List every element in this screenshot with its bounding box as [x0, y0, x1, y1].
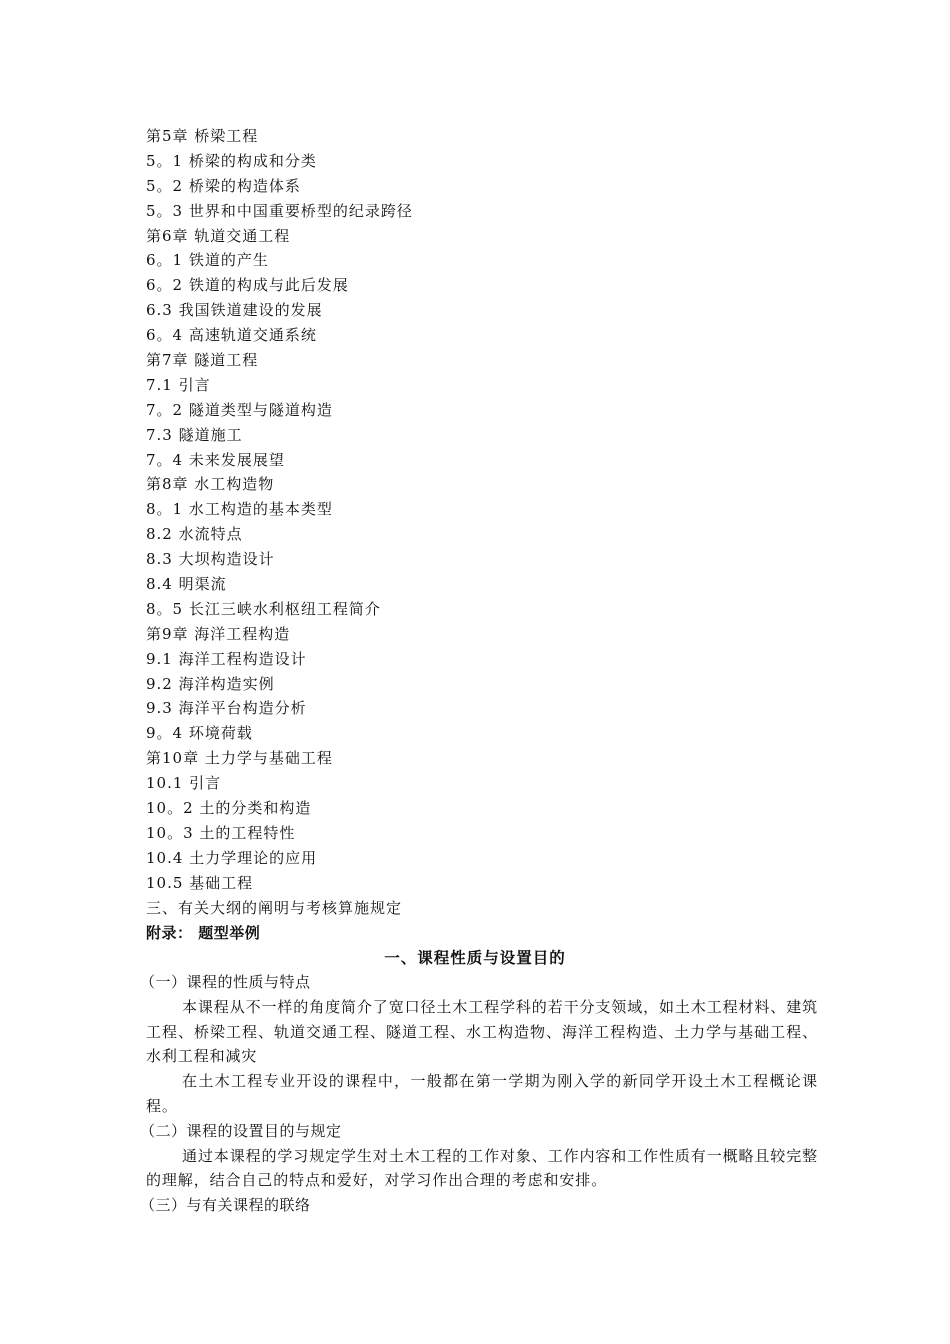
toc-line: 8。5 长江三峡水利枢纽工程简介 — [146, 599, 381, 618]
toc-line: 8。1 水工构造的基本类型 — [146, 500, 333, 519]
toc-line: 9.2 海洋构造实例 — [146, 674, 275, 693]
toc-line: 第10章 土力学与基础工程 — [146, 749, 333, 768]
appendix-heading: 附录： 题型举例 — [146, 923, 261, 942]
toc-line: 10.5 基础工程 — [146, 873, 254, 892]
toc-line: 6。2 铁道的构成与此后发展 — [146, 276, 349, 295]
paragraph: 本课程从不一样的角度简介了宽口径土木工程学科的若干分支领域，如土木工程材料、建筑工程、桥梁工程、轨道交通工程、隧道工程、水工构造物、海洋工程构造、土力学与基础工程、水利工程和减灾 — [146, 997, 819, 1066]
toc-line: 10。3 土的工程特性 — [146, 823, 296, 842]
toc-line: 第6章 轨道交通工程 — [146, 226, 291, 245]
toc-line: 10。2 土的分类和构造 — [146, 799, 312, 818]
toc-line: 三、有关大纲的阐明与考核算施规定 — [146, 898, 403, 917]
section-title-text: 一、课程性质与设置目的 — [384, 948, 566, 967]
section-body — [140, 970, 819, 1218]
toc-line: 第7章 隧道工程 — [146, 351, 259, 370]
toc-line: 7。2 隧道类型与隧道构造 — [146, 400, 333, 419]
section-title — [0, 946, 950, 970]
toc-line: 10.1 引言 — [146, 774, 222, 793]
toc-line: 8.2 水流特点 — [146, 525, 243, 544]
toc-line: 7.1 引言 — [146, 375, 211, 394]
toc-line: 6.3 我国铁道建设的发展 — [146, 301, 323, 320]
toc-line: 6。1 铁道的产生 — [146, 251, 269, 270]
paragraph: 在土木工程专业开设的课程中，一般都在第一学期为刚入学的新同学开设土木工程概论课程。 — [146, 1072, 818, 1115]
toc-line: 第8章 水工构造物 — [146, 475, 275, 494]
toc-line: 8.3 大坝构造设计 — [146, 550, 275, 569]
subsection-heading: （一）课程的性质与特点 — [140, 973, 311, 991]
toc-line: 第9章 海洋工程构造 — [146, 624, 291, 643]
paragraph: 通过本课程的学习规定学生对土木工程的工作对象、工作内容和工作性质有一概略且较完整的理解，结合自己的特点和爱好，对学习作出合理的考虑和安排。 — [146, 1146, 819, 1190]
subsection-heading: （二）课程的设置目的与规定 — [140, 1121, 342, 1140]
toc-line: 9.3 海洋平台构造分析 — [146, 699, 307, 718]
toc-line: 7.3 隧道施工 — [146, 425, 243, 444]
toc-line: 第5章 桥梁工程 — [146, 127, 259, 145]
toc-line: 5。2 桥梁的构造体系 — [146, 176, 301, 195]
toc-line: 5。3 世界和中国重要桥型的纪录跨径 — [146, 201, 413, 220]
toc-line: 9.1 海洋工程构造设计 — [146, 649, 307, 668]
toc-line: 7。4 未来发展展望 — [146, 450, 285, 469]
toc-line: 5。1 桥梁的构成和分类 — [146, 151, 317, 170]
toc-line: 8.4 明渠流 — [146, 575, 227, 594]
toc-line: 10.4 土力学理论的应用 — [146, 848, 318, 867]
subsection-heading: （三）与有关课程的联络 — [140, 1196, 311, 1215]
toc-line: 9。4 环境荷载 — [146, 724, 253, 743]
table-of-contents — [146, 124, 846, 945]
toc-line: 6。4 高速轨道交通系统 — [146, 326, 317, 345]
